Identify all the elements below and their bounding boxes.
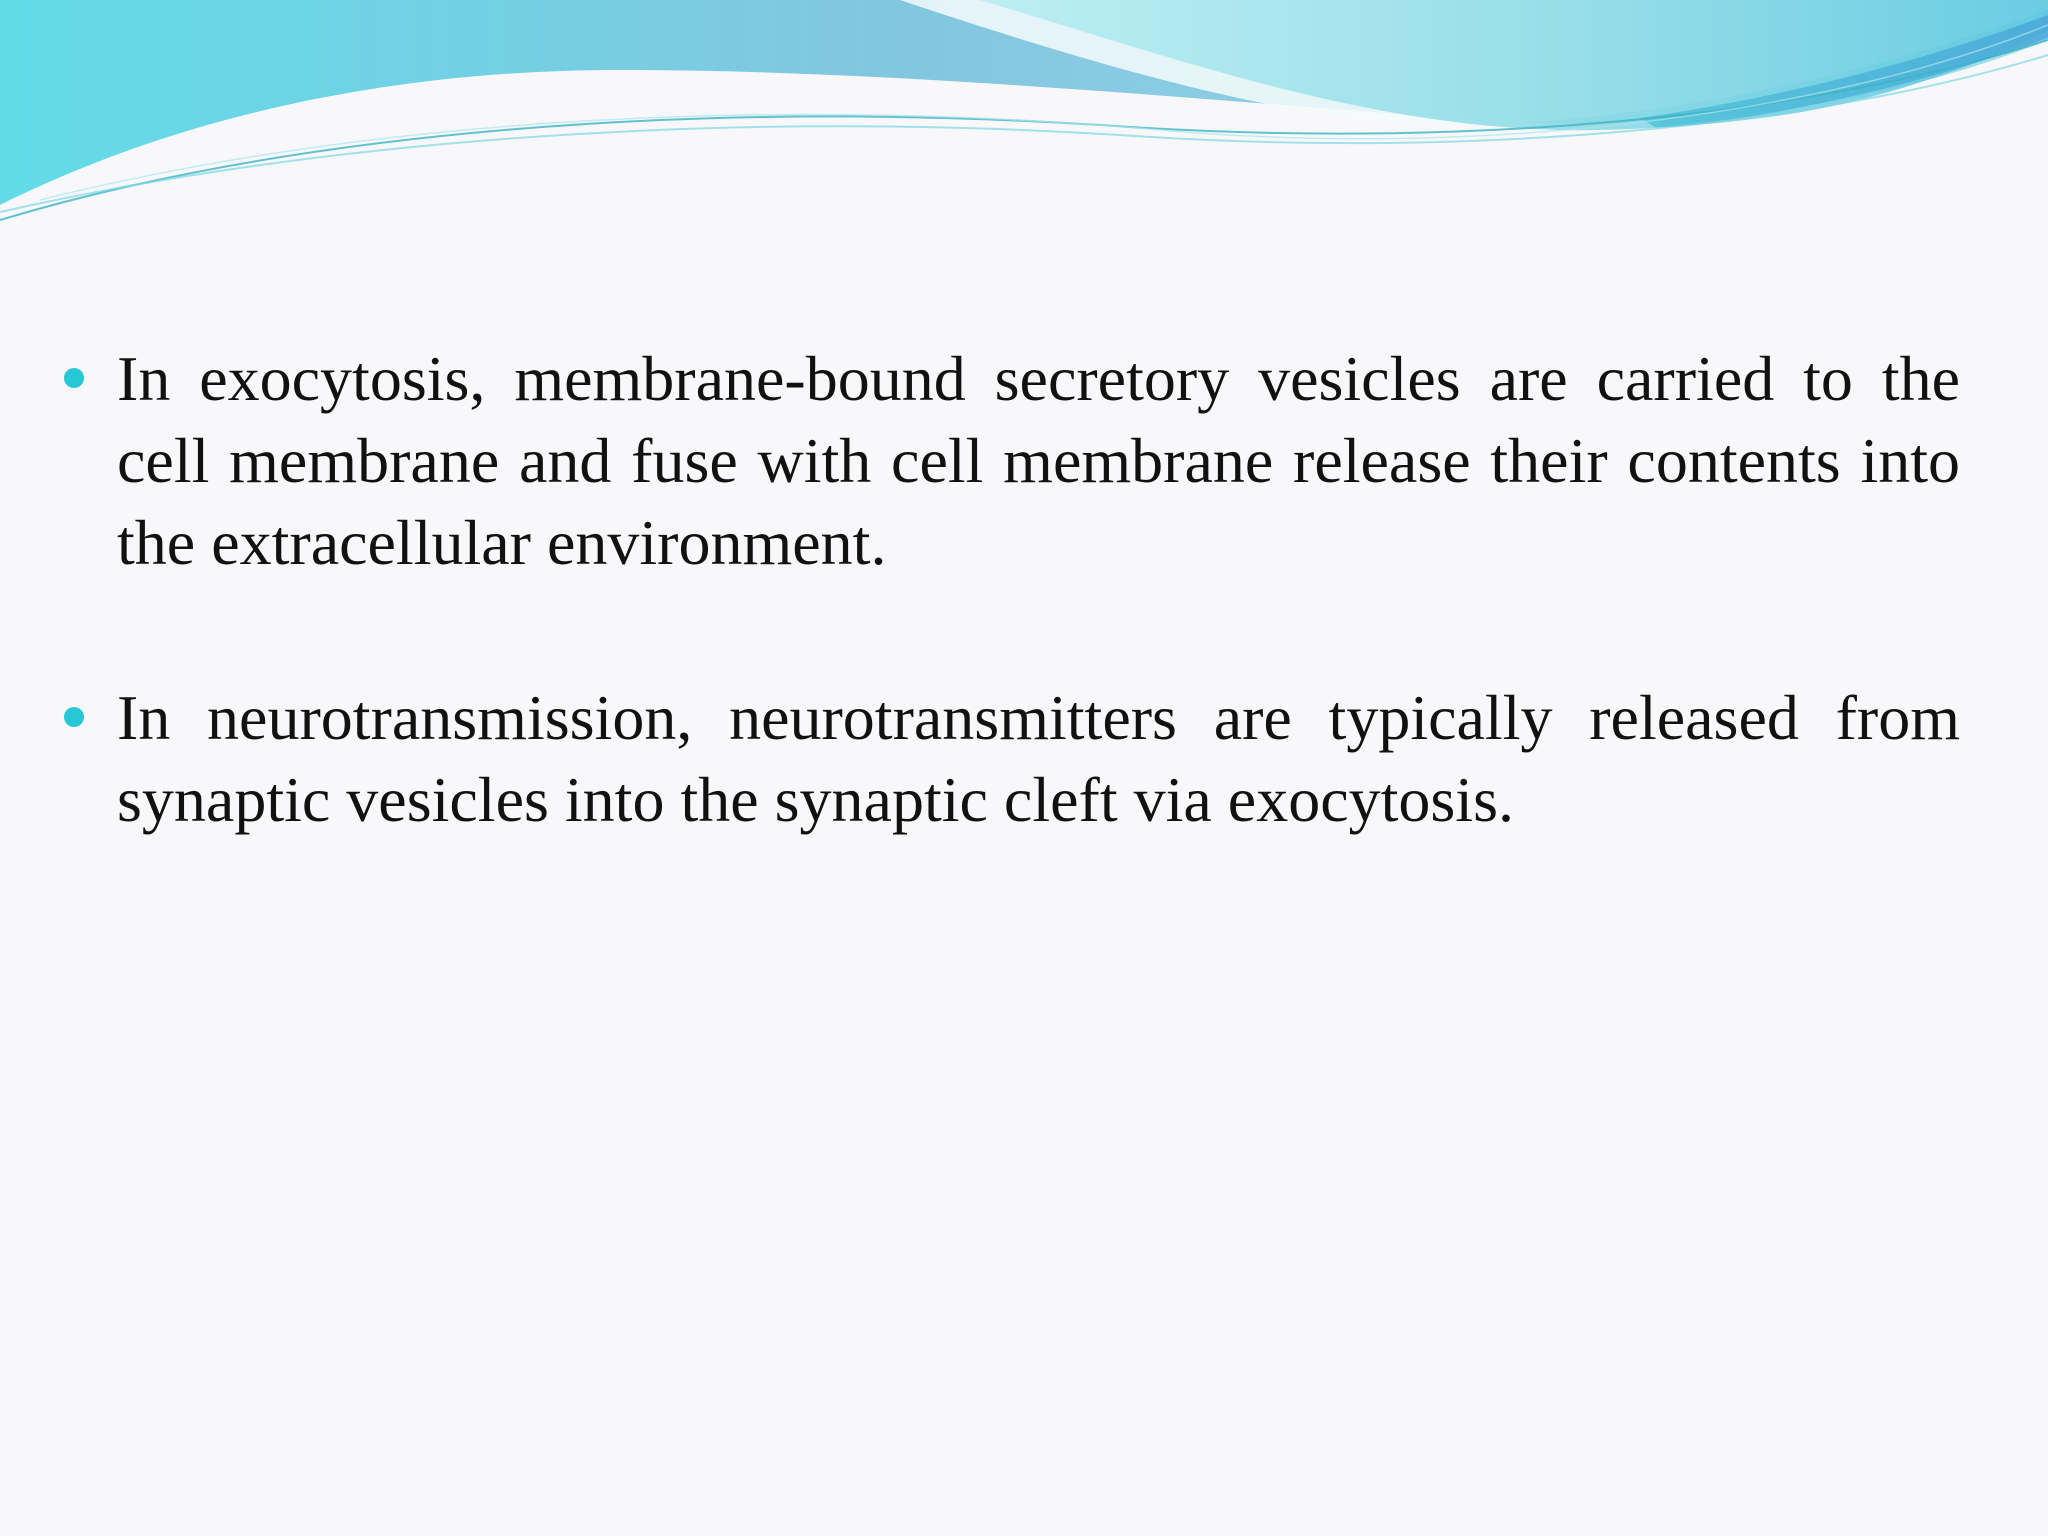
header-wave-decoration xyxy=(0,0,2048,240)
bullet-text: In exocytosis, membrane-bound secretory vesicles are carried to the cell membrane and fuse with cell membrane release their contents into the extracellular environment. xyxy=(117,343,1960,578)
bullet-dot-icon xyxy=(64,707,84,727)
bullet-item-exocytosis xyxy=(60,338,1960,584)
bullet-dot-icon xyxy=(64,368,84,388)
bullet-list xyxy=(60,338,1960,934)
bullet-text: In neurotransmission, neurotransmitters are typically released from synaptic vesicles into the synaptic cleft via exocytosis. xyxy=(117,682,1960,835)
bullet-item-neurotransmission xyxy=(60,677,1960,841)
